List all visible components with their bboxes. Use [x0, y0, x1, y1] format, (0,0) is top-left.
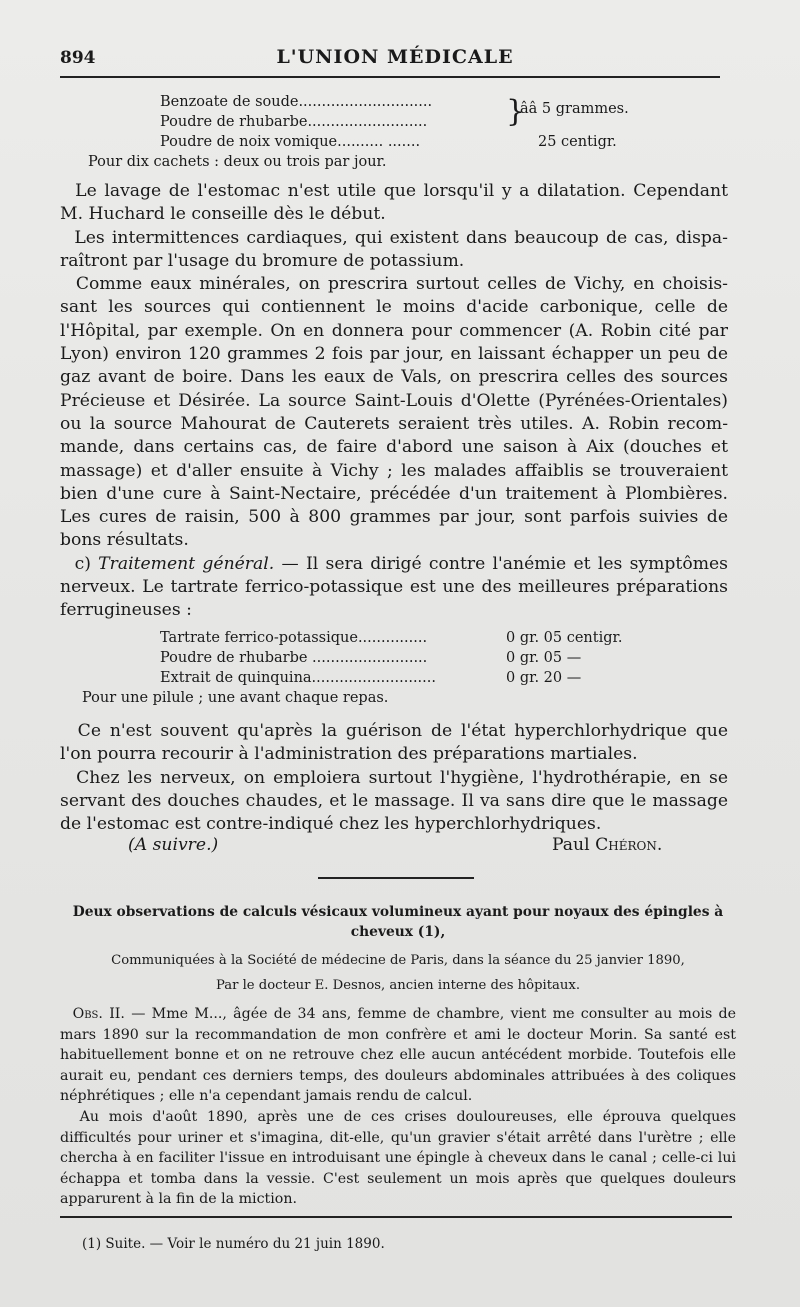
footnote: (1) Suite. — Voir le numéro du 21 juin 1890.	[82, 1236, 385, 1252]
section-c	[60, 553, 728, 623]
formula-1-row	[128, 132, 728, 152]
observation-paragraph	[60, 1004, 736, 1107]
section-text: — Il sera dirigé contre l'anémie et les symptômes nerveux. Le tartrate ferrico-potassique est une des meilleures préparations ferrugineuses :	[60, 553, 728, 621]
page-header	[60, 42, 730, 72]
formula-note: Pour dix cachets : deux ou trois par jour.	[88, 154, 387, 170]
formula-item-dose: 0 gr. 20 —	[506, 670, 582, 686]
formula-1-row	[128, 92, 728, 112]
formula-item-dose: 25 centigr.	[538, 134, 617, 150]
paragraph	[60, 227, 728, 274]
article-author: Par le docteur E. Desnos, ancien interne des hôpitaux.	[215, 978, 581, 993]
header-rule	[60, 76, 720, 78]
formula-item-dose: 0 gr. 05 —	[506, 650, 582, 666]
section-prefix: c)	[74, 553, 99, 574]
footnote-rule	[60, 1216, 732, 1218]
formula-shared-dose: ââ 5 grammes.	[520, 101, 629, 117]
author-last-name: Chéron.	[595, 835, 663, 855]
formula-2-row	[82, 648, 722, 668]
formula-note: Pour une pilule ; une avant chaque repas.	[82, 690, 389, 706]
formula-note-row	[88, 152, 728, 172]
author-first-name: Paul	[552, 835, 596, 855]
main-text-2	[60, 720, 728, 836]
observation-paragraph	[60, 1107, 736, 1210]
author-signature	[552, 834, 662, 857]
observation-text: Au mois d'août 1890, après une de ces crises douloureuses, elle éprouva quelques difficultés pour uriner et s'imagina, dit-elle, qu'un gravier s'était arrêté dans l'urètre ; elle chercha à en faciliter l'issue en introduisant une épingle à cheveux dans le canal ; celle-ci lui échappa et tomba dans la vessie. C'est seulement un mois après que quelques douleurs apparurent à la fin de la miction.	[60, 1108, 736, 1208]
formula-1-row	[128, 112, 728, 132]
article	[60, 902, 736, 1210]
formula-item-label: Extrait de quinquina...........................	[160, 670, 436, 686]
paragraph-text: Le lavage de l'estomac n'est utile que lorsqu'il y a dilatation. Cependant M. Huchard le conseille dès le début.	[60, 181, 728, 225]
paragraph-text: Comme eaux minérales, on prescrira surtout celles de Vichy, en choisis- sant les sources qui contiennent le moins d'acide carbonique, celle de l'Hôpital, par exemple. On en donnera pour commencer (A. Robin cité par Lyon) environ 120 grammes 2 fois par jour, en laissant échapper un peu de gaz avant de boire. Dans les eaux de Vals, on prescrira celles des sources Précieuse et Désirée. La source Saint-Louis d'Olette (Pyrénées-Orientales) ou la source Mahourat de Cauterets seraient très utiles. A. Robin recom- mande, dans certains cas, de faire d'abord une saison à Aix (douches et massage) et d'aller ensuite à Vichy ; les malades affaiblis se trouveraient bien d'une cure à Saint-Nectaire, précédée d'un traitement à Plombières. Les cures de raisin, 500 à 800 grammes par jour, sont parfois suivies de bons résultats.	[60, 274, 728, 551]
formula-item-label: Benzoate de soude.............................	[160, 94, 433, 110]
paragraph	[60, 720, 728, 767]
paragraph	[60, 273, 728, 553]
formula-item-label: Poudre de noix vomique.......... .......	[160, 134, 421, 150]
paragraph	[60, 767, 728, 837]
paragraph-text: Chez les nerveux, on emploiera surtout l'hygiène, l'hydrothérapie, en se servant des douches chaudes, et le massage. Il va sans dire que le massage de l'estomac est contre-indiqué chez les hyperchlorhydriques.	[60, 767, 729, 835]
formula-2-row	[82, 628, 722, 648]
article-title: Deux observations de calculs vésicaux volumineux ayant pour noyaux des épingles à cheveux (1),	[72, 904, 724, 940]
paragraph-text: Ce n'est souvent qu'après la guérison de l'état hyperchlorhydrique que l'on pourra recourir à l'administration des préparations martiales.	[60, 721, 728, 765]
formula-item-label: Poudre de rhubarbe..........................	[160, 114, 428, 130]
observation-text: — Mme M..., âgée de 34 ans, femme de chambre, vient me consulter au mois de mars 1890 sur la recommandation de mon confrère et ami le docteur Morin. Sa santé est habituellement bonne et on ne retrouve chez elle aucun antécédent morbide. Toutefois elle aurait eu, pendant ces derniers temps, des douleurs abdominales attribuées à des coliques néphrétiques ; elle n'a cependant jamais rendu de calcul.	[60, 1006, 736, 1105]
brace-glyph: }	[506, 94, 526, 129]
article-communication: Communiquées à la Société de médecine de Paris, dans la séance du 25 janvier 1890,	[111, 953, 685, 968]
formula-2	[82, 628, 722, 708]
journal-title: L'UNION MÉDICALE	[276, 46, 514, 68]
paragraph	[60, 180, 728, 227]
formula-1	[88, 92, 728, 172]
section-title: Traitement général.	[98, 553, 275, 574]
formula-item-label: Tartrate ferrico-potassique...............	[160, 630, 428, 646]
formula-2-row	[82, 668, 722, 688]
continued-note: (A suivre.)	[128, 835, 219, 855]
page-number: 894	[60, 48, 96, 68]
formula-item-dose: 0 gr. 05 centigr.	[506, 630, 623, 646]
paragraph-text: Les intermittences cardiaques, qui existent dans beaucoup de cas, dispa- raîtront par l'usage du bromure de potassium.	[60, 227, 728, 271]
observation-label: Obs. II.	[72, 1006, 125, 1022]
formula-note-row	[82, 688, 722, 708]
main-text	[60, 180, 728, 623]
section-separator	[318, 877, 474, 879]
formula-item-label: Poudre de rhubarbe .........................	[160, 650, 428, 666]
